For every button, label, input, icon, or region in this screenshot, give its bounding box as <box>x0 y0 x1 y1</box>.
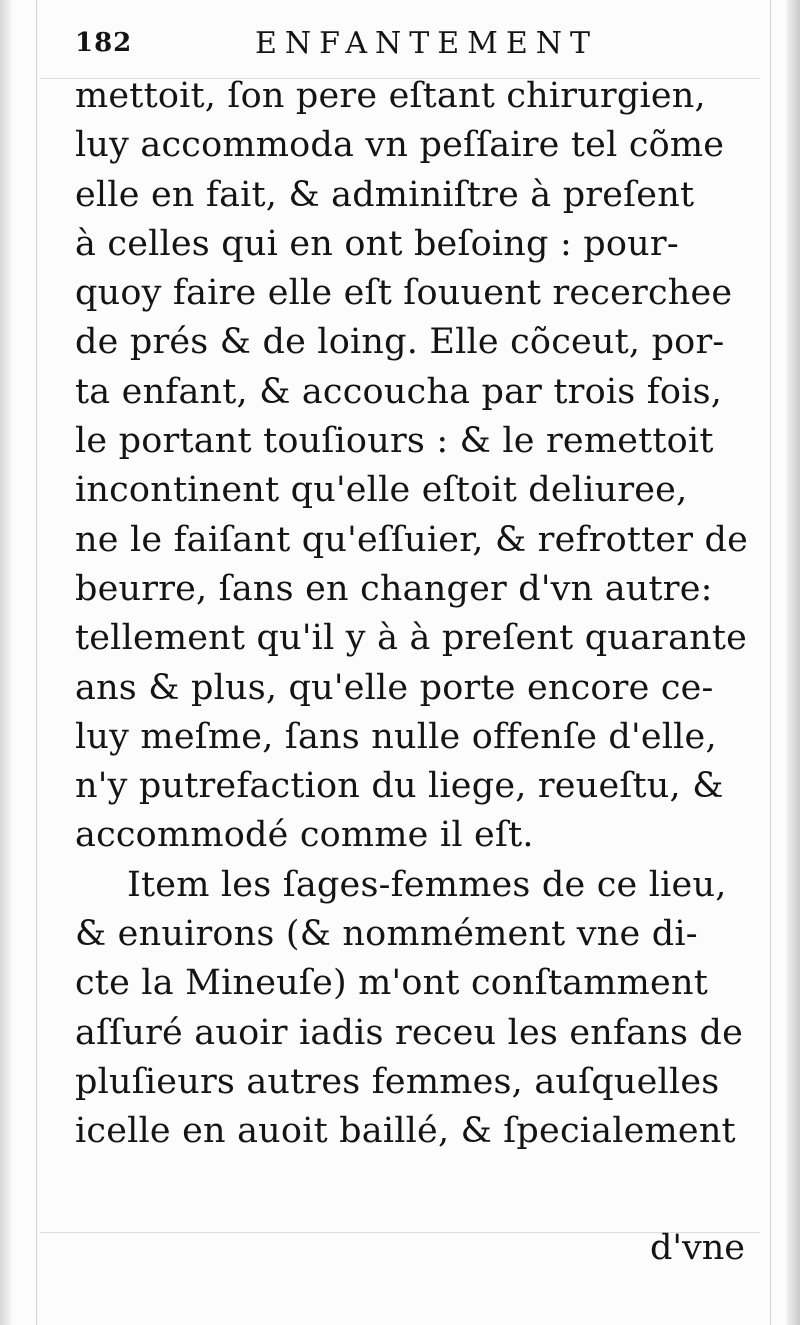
text-line: luy meſme, ſans nulle offenſe d'elle, <box>75 716 717 757</box>
text-line: icelle en auoit baillé, & ſpecialement <box>75 1111 736 1152</box>
text-line: luy accommoda vn peſſaire tel cõme <box>75 125 725 166</box>
running-head: ENFANTEMENT <box>255 26 599 61</box>
text-line: de prés & de loing. Elle cõceut, por- <box>75 322 725 363</box>
text-line: pluſieurs autres femmes, auſquelles <box>75 1061 720 1102</box>
text-line: incontinent qu'elle eſtoit deliuree, <box>75 470 688 511</box>
page-fold-line <box>36 0 37 1325</box>
text-line: quoy faire elle eſt ſouuent recerchee <box>75 273 733 314</box>
text-line: accommodé comme il eſt. <box>75 815 534 856</box>
page-edge-left <box>0 0 12 1325</box>
text-line: à celles qui en ont beſoing : pour- <box>75 223 679 264</box>
text-line: aſſuré auoir iadis receu les enfans de <box>75 1012 744 1053</box>
text-line: elle en fait, & adminiſtre à preſent <box>75 174 695 215</box>
text-line: mettoit, ſon pere eſtant chirurgien, <box>75 76 706 116</box>
paragraph-start-line: Item les ſages-femmes de ce lieu, <box>127 864 727 905</box>
page-number: 182 <box>75 28 133 58</box>
text-line: & enuirons (& nommément vne di- <box>75 914 698 955</box>
page-edge-right <box>786 0 800 1325</box>
text-line: beurre, ſans en changer d'vn autre: <box>75 568 713 609</box>
text-line: le portant touſiours : & le remettoit <box>75 421 714 462</box>
text-line: n'y putrefaction du liege, reueſtu, & <box>75 766 724 807</box>
catchword: d'vne <box>649 1228 745 1268</box>
text-line: ta enfant, & accoucha par trois fois, <box>75 371 723 412</box>
text-line: tellement qu'il y à à preſent quarante <box>75 618 748 659</box>
text-line: cte la Mineuſe) m'ont conſtamment <box>75 963 708 1004</box>
page-header <box>75 20 755 60</box>
body-text <box>75 72 755 1157</box>
text-line: ne le faiſant qu'eſſuier, & refrotter de <box>75 519 749 560</box>
text-line: ans & plus, qu'elle porte encore ce- <box>75 667 714 708</box>
page-fold-line <box>770 0 771 1325</box>
